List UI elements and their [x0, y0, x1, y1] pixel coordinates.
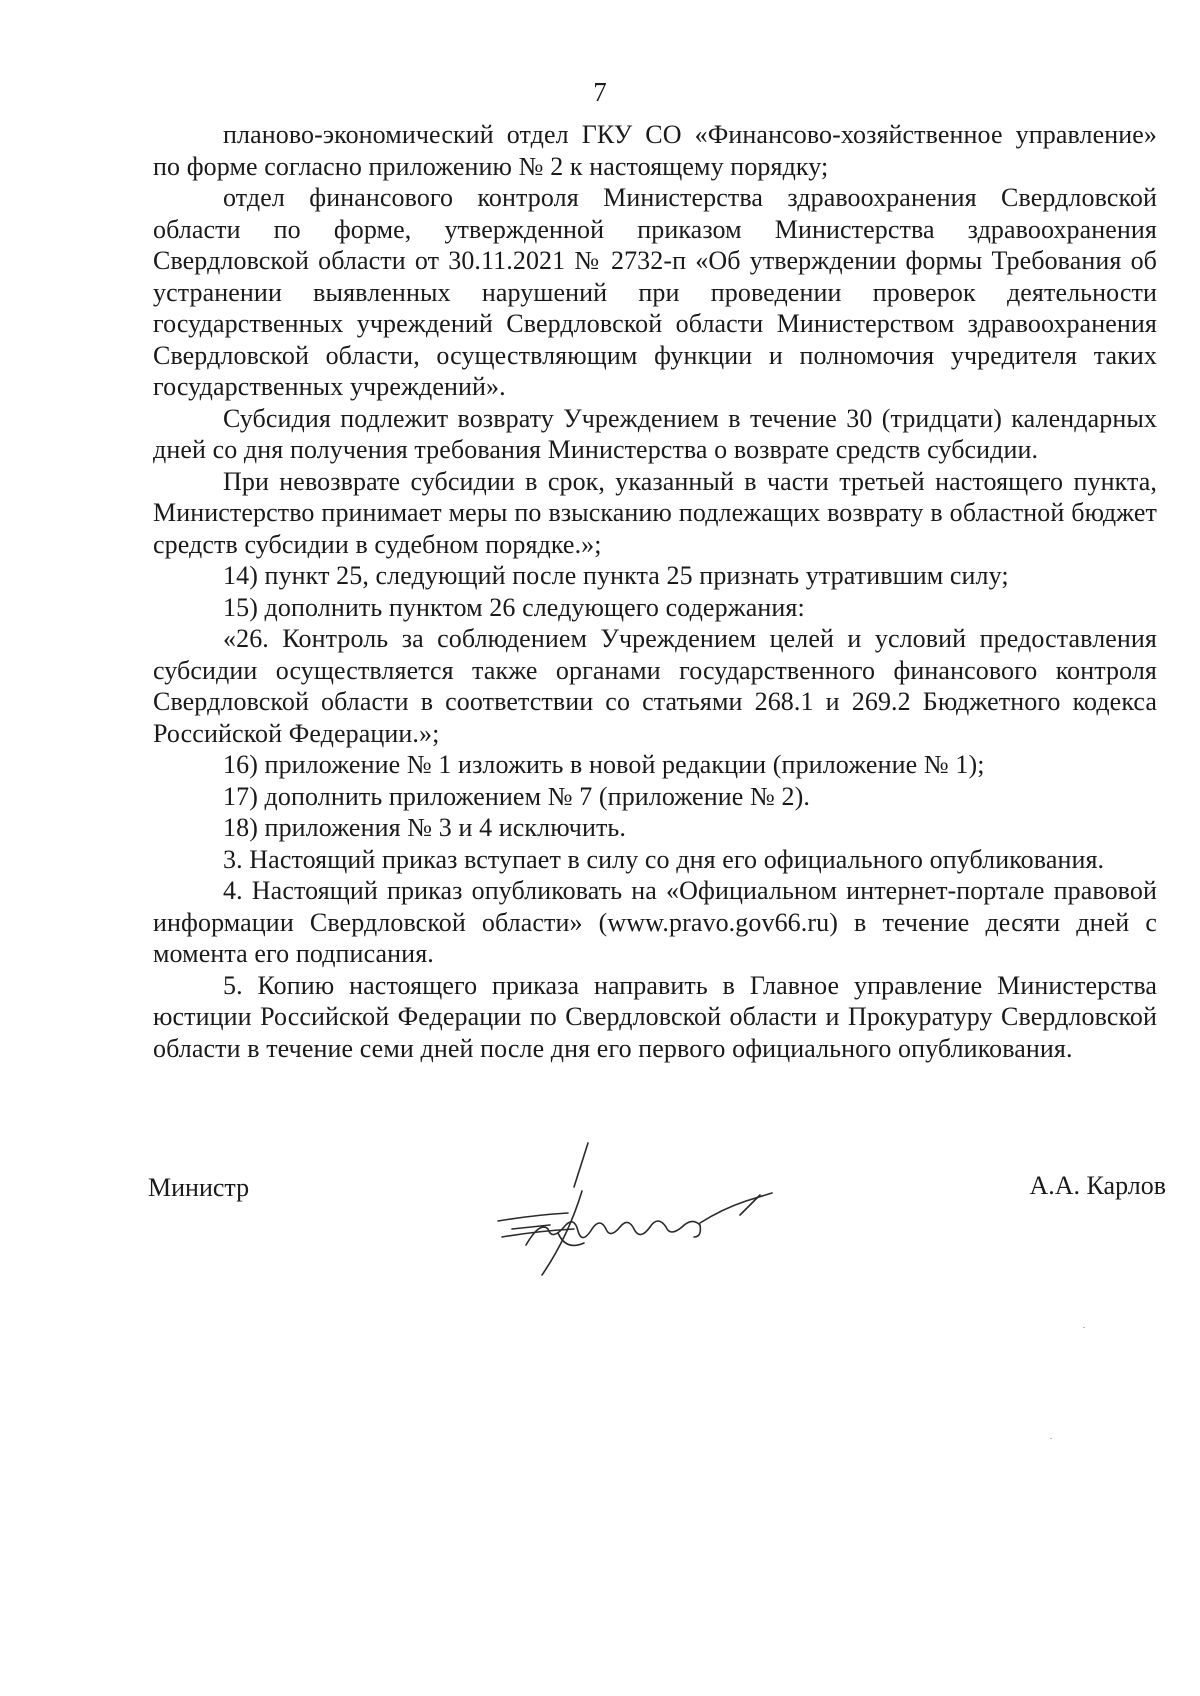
paragraph-item-26: «26. Контроль за соблюдением Учреждением целей и условий предоставления субсидии осуществляется также органами государственного финансового контроля Свердловской области в соответствии со статьями 268.1 и 269.2 Бюджетного кодекса Российской Федерации.»; [153, 624, 1157, 748]
signer-title: Министр [148, 1173, 250, 1202]
paragraph-clause-3: 3. Настоящий приказ вступает в силу со дня его официального опубликования. [223, 844, 1105, 874]
paragraph-planning-dept: планово-экономический отдел ГКУ СО «Финансово-хозяйственное управление» по форме согласно приложению № 2 к настоящему порядку; [153, 120, 1157, 181]
paragraph-item-17: 17) дополнить приложением № 7 (приложение № 2). [223, 781, 810, 811]
paragraph-item-15: 15) дополнить пунктом 26 следующего содержания: [223, 592, 805, 622]
document-body [153, 119, 1157, 1064]
signature-block [148, 1163, 1166, 1283]
paragraph-non-return: При невозврате субсидии в срок, указанный в части третьей настоящего пункта, Министерство принимает меры по взысканию подлежащих возврату в областной бюджет средств субсидии в судебном порядке.»; [153, 466, 1157, 559]
paragraph-financial-control: отдел финансового контроля Министерства здравоохранения Свердловской области по форме, утвержденной приказом Министерства здравоохранения Свердловской области от 30.11.2021 № 2732-п «Об утверждении формы Требования об устранении выявленных нарушений при проведении проверок деятельности государственных учреждений Свердловской области Министерством здравоохранения Свердловской области, осуществляющим функции и полномочия учредителя таких государственных учреждений». [153, 183, 1157, 401]
scan-speck [1083, 1327, 1085, 1328]
paragraph-item-18: 18) приложения № 3 и 4 исключить. [223, 813, 626, 842]
page-number: 7 [593, 77, 607, 107]
scan-speck [1050, 1438, 1052, 1439]
signer-name: А.А. Карлов [1029, 1171, 1166, 1200]
paragraph-clause-5: 5. Копию настоящего приказа направить в Главное управление Министерства юстиции Российской Федерации по Свердловской области и Прокуратуру Свердловской области в течение семи дней после дня его первого официального опубликования. [153, 970, 1157, 1063]
paragraph-subsidy-return: Субсидия подлежит возврату Учреждением в течение 30 (тридцати) календарных дней со дня получения требования Министерства о возврате средств субсидии. [153, 403, 1157, 464]
paragraph-clause-4: 4. Настоящий приказ опубликовать на «Официальном интернет-портале правовой информации Свердловской области» (www.pravo.gov66.ru) в течение десяти дней с момента его подписания. [153, 876, 1157, 968]
handwritten-signature [488, 1133, 778, 1283]
paragraph-item-14: 14) пункт 25, следующий после пункта 25 признать утратившим силу; [223, 561, 1009, 590]
paragraph-item-16: 16) приложение № 1 изложить в новой редакции (приложение № 1); [223, 750, 985, 779]
